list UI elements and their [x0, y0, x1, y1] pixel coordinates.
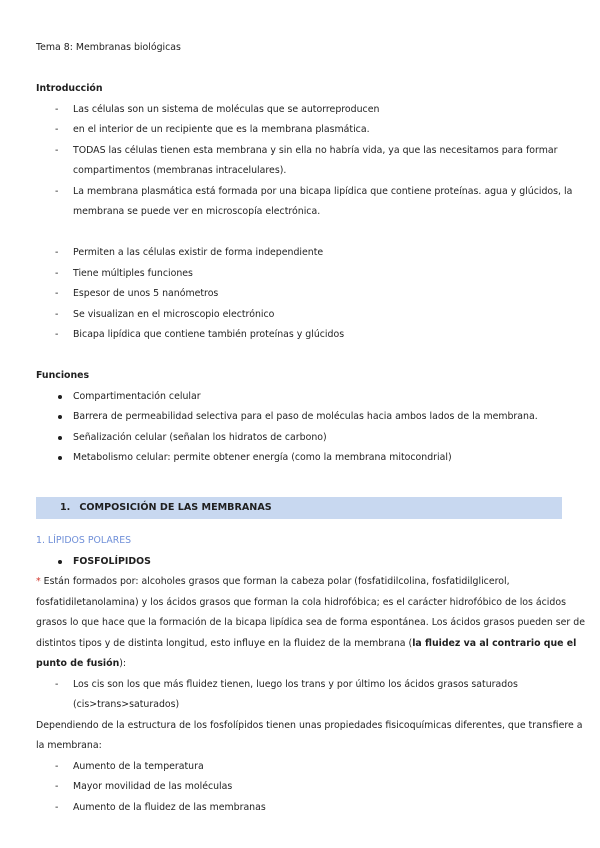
section-heading [36, 497, 562, 519]
intro-item-continuation: membrana se puede ver en microscopía electrónica. [73, 206, 321, 217]
paragraph-text: distintos tipos y de distinta longitud, esto influye en la fluidez de la membrana ( [36, 637, 413, 649]
intro-item: - La membrana plasmática está formada por una bicapa lipídica que contiene proteínas. agua y glúcidos, la [36, 182, 564, 203]
section-number: 1. [60, 502, 71, 513]
intro-item: - Las células son un sistema de moléculas que se autorreproducen [36, 100, 564, 121]
intro-item: - Permiten a las células existir de forma independiente [36, 243, 564, 264]
lipidos-item: - Aumento de la temperatura [36, 757, 564, 778]
intro-item: - TODAS las células tienen esta membrana y sin ella no habría vida, ya que las necesitamos para formar [36, 141, 564, 162]
paragraph-line [36, 654, 564, 675]
funciones-heading: Funciones [36, 370, 90, 381]
funciones-item: Barrera de permeabilidad selectiva para el paso de moléculas hacia ambos lados de la membrana. [36, 407, 564, 428]
lipidos-item: - Mayor movilidad de las moléculas [36, 777, 564, 798]
bold-emphasis: la fluidez va al contrario que el [412, 637, 577, 649]
intro-item-continuation: compartimentos (membranas intracelulares). [73, 165, 287, 176]
subsection-bullet: FOSFOLÍPIDOS [36, 552, 564, 573]
paragraph-line: grasos lo que hace que la formación de la bicapa lipídica sea de forma espontánea. Los ácidos grasos pueden ser de [36, 617, 585, 628]
paragraph-line: la membrana: [36, 740, 102, 751]
lipidos-dash-continuation: (cis>trans>saturados) [73, 699, 180, 710]
intro-item: - Tiene múltiples funciones [36, 264, 564, 285]
intro-item: - Se visualizan en el microscopio electrónico [36, 305, 564, 326]
paragraph-line [36, 634, 577, 655]
funciones-item: Señalización celular (señalan los hidratos de carbono) [36, 428, 564, 449]
lipidos-item: - Aumento de la fluidez de las membranas [36, 798, 564, 819]
section-title: COMPOSICIÓN DE LAS MEMBRANAS [79, 502, 272, 513]
intro-heading: Introducción [36, 83, 103, 94]
subsection-heading: 1. LÍPIDOS POLARES [36, 535, 132, 546]
intro-item: - en el interior de un recipiente que es la membrana plasmática. [36, 120, 564, 141]
intro-item: - Bicapa lipídica que contiene también proteínas y glúcidos [36, 325, 564, 346]
funciones-item: Metabolismo celular: permite obtener energía (como la membrana mitocondrial) [36, 448, 564, 469]
asterisk-mark: * [36, 576, 41, 587]
paragraph-line: Dependiendo de la estructura de los fosfolípidos tienen unas propiedades fisicoquímicas diferentes, que transfiere a [36, 719, 583, 731]
paragraph-line [36, 572, 564, 593]
lipidos-dash-item: - Los cis son los que más fluidez tienen, luego los trans y por último los ácidos grasos saturados [36, 675, 564, 696]
document-title: Tema 8: Membranas biológicas [36, 42, 181, 53]
bold-emphasis: punto de fusión [36, 658, 120, 669]
paragraph-line: fosfatidiletanolamina) y los ácidos grasos que forman la cola hidrofóbica; es el carácter hidrofóbico de los ácidos [36, 596, 566, 608]
paragraph-text: Están formados por: alcoholes grasos que forman la cabeza polar (fosfatidilcolina, fosfatidilglicerol, [40, 576, 510, 587]
funciones-item: Compartimentación celular [36, 387, 564, 408]
intro-item: - Espesor de unos 5 nanómetros [36, 284, 564, 305]
document-page [36, 38, 585, 818]
paragraph-text: ): [119, 658, 127, 669]
